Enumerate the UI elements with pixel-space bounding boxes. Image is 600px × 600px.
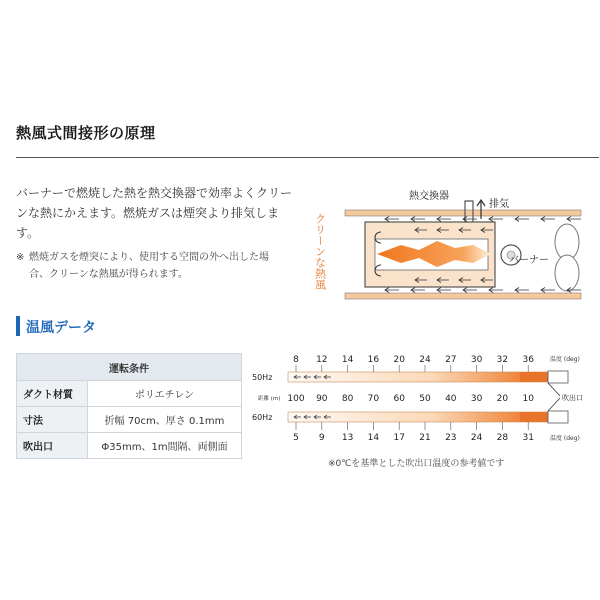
label-heat-exchanger: 熱交換器 [409,191,449,202]
airflow-arrow-icon [515,288,529,293]
intro-line: す。 [16,226,40,240]
label-clean-hot-air: クリーンな熱風 [313,213,327,290]
table-row [17,433,242,459]
note-line: 燃焼ガスを煙突により、使用する空間の外へ出した場 [29,252,269,263]
airflow-arrow-icon [385,217,399,222]
temp-tick-50hz: 20 [393,355,405,365]
airflow-arrow-icon [489,217,503,222]
outlet-arrow-icon [548,398,560,411]
duct-wall-top [345,210,581,216]
temp-tick-50hz: 12 [316,355,328,365]
temp-tick-60hz: 14 [367,433,380,443]
row-key: 寸法 [17,407,88,433]
distance-tick: 50 [419,394,431,404]
temp-tick-50hz: 32 [496,355,509,365]
distance-tick: 80 [341,394,354,404]
airflow-arrow-icon [437,288,451,293]
airflow-arrow-icon [489,288,503,293]
temperature-chart [248,350,588,448]
temp-tick-60hz: 31 [522,433,534,443]
airflow-arrow-icon [463,288,477,293]
table-header: 運転条件 [17,354,242,381]
temp-axis-label: 温度 (deg) [550,435,580,442]
chart-note: ※0℃を基準とした吹出口温度の参考値です [328,459,505,469]
temp-tick-50hz: 30 [470,355,483,365]
intro-note [16,249,306,283]
intro-line: ンな熱にかえます。燃焼ガスは煙突より排気しま [16,206,280,220]
distance-tick: 60 [393,394,405,404]
distance-tick: 70 [367,394,380,404]
airflow-arrow-icon [411,288,425,293]
temp-tick-60hz: 21 [419,433,431,443]
operating-conditions-table [16,353,242,459]
intro-text [16,183,301,243]
temp-tick-60hz: 28 [496,433,509,443]
heater-unit-icon [548,371,568,383]
table-row [17,407,242,433]
temp-tick-50hz: 14 [341,355,354,365]
temp-tick-50hz: 24 [419,355,431,365]
table-header-row [17,354,242,381]
airflow-arrow-icon [463,217,477,222]
outlet-arrow-icon [548,383,560,396]
heat-bar-hot-end [520,372,548,382]
frequency-label: 50Hz [252,373,273,382]
frequency-label: 60Hz [252,413,273,422]
section-title: 温風データ [26,320,96,336]
distance-tick: 20 [496,394,509,404]
airflow-arrow-icon [541,217,555,222]
row-key: 吹出口 [17,433,88,459]
row-value: Φ35mm、1m間隔、両側面 [88,433,242,459]
distance-tick: 30 [470,394,483,404]
airflow-arrow-icon [567,217,581,222]
temp-tick-50hz: 8 [293,355,299,365]
intro-line: バーナーで燃焼した熱を熱交換器で効率よくクリー [16,186,293,200]
duct-wall-bottom [345,293,581,299]
temp-tick-60hz: 13 [341,433,354,443]
airflow-arrow-icon [541,288,555,293]
note-mark: ※ [16,252,25,263]
temp-tick-60hz: 24 [470,433,483,443]
label-exhaust: 排気 [489,199,509,210]
page-title: 熱風式間接形の原理 [16,124,156,142]
distance-axis-label: 距離 (m) [258,396,281,402]
heat-bar-hot-end [520,412,548,422]
temp-tick-60hz: 23 [445,433,457,443]
row-value: 折幅 70cm、厚さ 0.1mm [88,407,242,433]
heater-unit-icon [548,411,568,423]
airflow-arrow-icon [411,217,425,222]
row-value: ポリエチレン [88,381,242,407]
distance-tick: 90 [316,394,328,404]
outlet-label: 吹出口 [562,394,583,402]
title-rule [16,157,599,158]
temp-tick-50hz: 27 [445,355,457,365]
temp-axis-label: 温度 (deg) [550,356,580,363]
temp-tick-50hz: 16 [367,355,380,365]
distance-tick: 40 [445,394,457,404]
temp-tick-60hz: 5 [293,433,299,443]
row-key: ダクト材質 [17,381,88,407]
table-row [17,381,242,407]
temp-tick-60hz: 9 [318,433,325,443]
note-line: 合、クリーンな熱風が得られます。 [29,269,188,280]
label-burner: バーナー [509,255,549,266]
distance-tick: 10 [522,394,534,404]
temp-tick-50hz: 36 [522,355,534,365]
airflow-arrow-icon [437,217,451,222]
airflow-arrow-icon [515,217,529,222]
heat-exchanger-diagram [315,185,585,310]
airflow-arrow-icon [385,288,399,293]
distance-tick: 100 [287,394,305,404]
temp-tick-60hz: 17 [393,433,405,443]
section-accent-bar [16,316,20,336]
fan-blade-icon [555,255,579,291]
